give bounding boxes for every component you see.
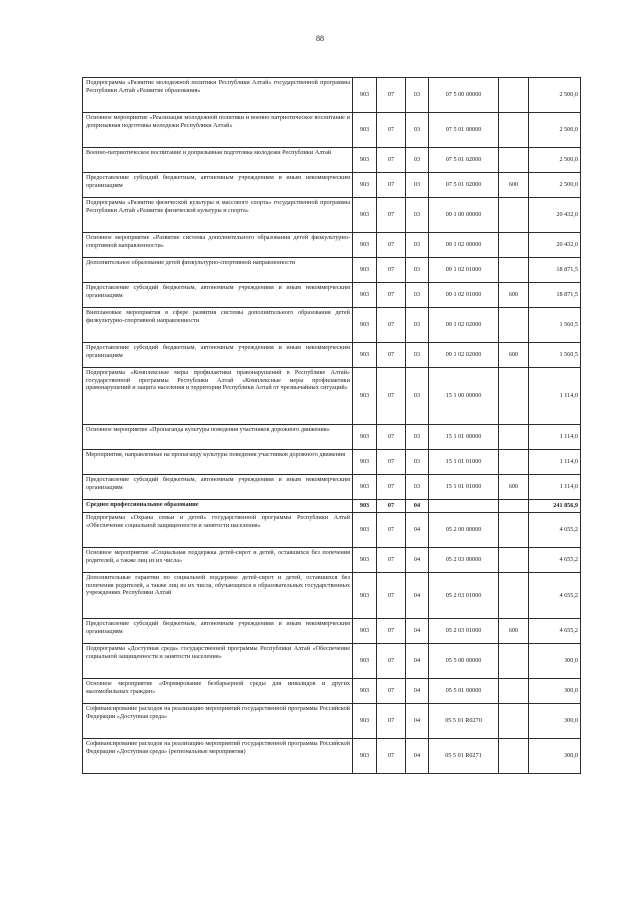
target-article-cell: 05 5 01 00000: [429, 679, 499, 704]
subsection-code-cell: 04: [406, 573, 429, 619]
target-article-cell: 09 1 02 01000: [429, 258, 499, 283]
subsection-code-cell: 03: [406, 283, 429, 308]
expense-name-cell: Подпрограмма «Развитие физической культуры и массового спорта» государственной программы Республики Алтай «Развитие физической культуры и спорта»: [83, 198, 353, 233]
subsection-code-cell: 04: [406, 739, 429, 774]
subsection-code-cell: 03: [406, 475, 429, 500]
amount-cell: 300,0: [529, 704, 581, 739]
amount-cell: 2 500,0: [529, 148, 581, 173]
table-row: [83, 644, 581, 679]
amount-cell: 241 856,9: [529, 500, 581, 513]
subsection-code-cell: 03: [406, 308, 429, 343]
section-code-cell: 07: [377, 644, 406, 679]
target-article-cell: 09 1 02 00000: [429, 233, 499, 258]
target-article-cell: 05 5 01 R0270: [429, 704, 499, 739]
amount-cell: 2 500,0: [529, 173, 581, 198]
expense-type-cell: [499, 308, 529, 343]
section-code-cell: 07: [377, 368, 406, 425]
table-row: [83, 343, 581, 368]
admin-code-cell: 903: [353, 78, 377, 113]
admin-code-cell: 903: [353, 500, 377, 513]
subsection-code-cell: 03: [406, 198, 429, 233]
table-row: [83, 113, 581, 148]
admin-code-cell: 903: [353, 198, 377, 233]
admin-code-cell: 903: [353, 450, 377, 475]
expense-type-cell: [499, 644, 529, 679]
subsection-code-cell: 03: [406, 368, 429, 425]
table-row: [83, 704, 581, 739]
admin-code-cell: 903: [353, 548, 377, 573]
section-code-cell: 07: [377, 739, 406, 774]
amount-cell: 1 114,0: [529, 450, 581, 475]
section-code-cell: 07: [377, 475, 406, 500]
subsection-code-cell: 03: [406, 258, 429, 283]
amount-cell: 20 432,0: [529, 233, 581, 258]
amount-cell: 300,0: [529, 739, 581, 774]
section-code-cell: 07: [377, 548, 406, 573]
expense-type-cell: [499, 548, 529, 573]
amount-cell: 4 655,2: [529, 548, 581, 573]
admin-code-cell: 903: [353, 679, 377, 704]
subsection-code-cell: 03: [406, 343, 429, 368]
section-code-cell: 07: [377, 113, 406, 148]
table-row: [83, 258, 581, 283]
expense-type-cell: 600: [499, 283, 529, 308]
expense-name-cell: Основное мероприятие «Развитие системы дополнительного образования детей физкультурно-спортивной направленности»: [83, 233, 353, 258]
expense-name-cell: Основное мероприятие «Формирование безбарьерной среды для инвалидов и других маломобильных граждан»: [83, 679, 353, 704]
expense-type-cell: 600: [499, 173, 529, 198]
admin-code-cell: 903: [353, 113, 377, 148]
target-article-cell: 05 5 00 00000: [429, 644, 499, 679]
section-code-cell: 07: [377, 500, 406, 513]
target-article-cell: 15 1 01 00000: [429, 425, 499, 450]
expense-type-cell: [499, 500, 529, 513]
subsection-code-cell: 03: [406, 148, 429, 173]
amount-cell: 1 114,0: [529, 425, 581, 450]
amount-cell: 1 560,5: [529, 308, 581, 343]
admin-code-cell: 903: [353, 308, 377, 343]
expense-name-cell: Подпрограмма «Развитие молодежной политики Республики Алтай» государственной программы Республики Алтай «Развитие образования»: [83, 78, 353, 113]
expense-type-cell: 600: [499, 619, 529, 644]
section-code-cell: 07: [377, 198, 406, 233]
table-row: [83, 679, 581, 704]
target-article-cell: 07 5 00 00000: [429, 78, 499, 113]
section-code-cell: 07: [377, 425, 406, 450]
table-row: [83, 425, 581, 450]
section-code-cell: 07: [377, 148, 406, 173]
subsection-code-cell: 03: [406, 233, 429, 258]
expense-type-cell: [499, 704, 529, 739]
table-row: [83, 283, 581, 308]
amount-cell: 4 655,2: [529, 513, 581, 548]
section-code-cell: 07: [377, 78, 406, 113]
table-row: [83, 573, 581, 619]
target-article-cell: 09 1 02 02000: [429, 343, 499, 368]
subsection-code-cell: 03: [406, 113, 429, 148]
expense-type-cell: [499, 513, 529, 548]
target-article-cell: 09 1 00 00000: [429, 198, 499, 233]
page-number: 88: [316, 34, 324, 43]
table-row: [83, 148, 581, 173]
admin-code-cell: 903: [353, 619, 377, 644]
table-row: [83, 308, 581, 343]
table-row: [83, 513, 581, 548]
section-code-cell: 07: [377, 343, 406, 368]
expense-type-cell: [499, 573, 529, 619]
expense-type-cell: [499, 368, 529, 425]
table-row: [83, 500, 581, 513]
expense-name-cell: Софинансирование расходов на реализацию мероприятий государственной программы Российской Федерации «Доступная среда»: [83, 704, 353, 739]
table-row: [83, 475, 581, 500]
subsection-code-cell: 04: [406, 619, 429, 644]
section-code-cell: 07: [377, 258, 406, 283]
table-row: [83, 233, 581, 258]
expense-type-cell: [499, 425, 529, 450]
expense-name-cell: Основное мероприятие «Пропаганда культуры поведения участников дорожного движения»: [83, 425, 353, 450]
target-article-cell: 15 1 00 00000: [429, 368, 499, 425]
admin-code-cell: 903: [353, 739, 377, 774]
subsection-code-cell: 04: [406, 704, 429, 739]
admin-code-cell: 903: [353, 283, 377, 308]
target-article-cell: 05 2 03 00000: [429, 548, 499, 573]
expense-name-cell: Основное мероприятие «Социальная поддержка детей-сирот и детей, оставшихся без попечения родителей, а также лиц из их числа»: [83, 548, 353, 573]
target-article-cell: 09 1 02 02000: [429, 308, 499, 343]
subsection-code-cell: 04: [406, 644, 429, 679]
expense-type-cell: [499, 78, 529, 113]
admin-code-cell: 903: [353, 173, 377, 198]
section-code-cell: 07: [377, 308, 406, 343]
target-article-cell: 05 2 00 00000: [429, 513, 499, 548]
section-code-cell: 07: [377, 233, 406, 258]
expense-name-cell: Внеплановые мероприятия в сфере развития системы дополнительного образования детей физкультурно-спортивной направленности: [83, 308, 353, 343]
section-code-cell: 07: [377, 679, 406, 704]
expense-name-cell: Предоставление субсидий бюджетным, автономным учреждениям и иным некоммерческим организациям: [83, 283, 353, 308]
subsection-code-cell: 03: [406, 425, 429, 450]
target-article-cell: 05 2 03 01000: [429, 619, 499, 644]
amount-cell: 300,0: [529, 679, 581, 704]
section-code-cell: 07: [377, 283, 406, 308]
expense-name-cell: Дополнительные гарантии по социальной поддержке детей-сирот и детей, оставшихся без попечения родителей, а также лиц из их числа, обучающихся в образовательных государственных учреждениях Республики Алтай: [83, 573, 353, 619]
expense-name-cell: Предоставление субсидий бюджетным, автономным учреждениям и иным некоммерческим организациям: [83, 475, 353, 500]
amount-cell: 1 114,0: [529, 475, 581, 500]
admin-code-cell: 903: [353, 425, 377, 450]
target-article-cell: 05 2 03 01000: [429, 573, 499, 619]
expense-name-cell: Софинансирование расходов на реализацию мероприятий государственной программы Российской Федерации «Доступная среда» (региональные мероприятия): [83, 739, 353, 774]
expense-name-cell: Подпрограмма «Доступная среда» государственной программы Республики Алтай «Обеспечение социальной защищенности и занятости населения»: [83, 644, 353, 679]
amount-cell: 2 500,0: [529, 78, 581, 113]
expense-type-cell: 600: [499, 343, 529, 368]
expense-name-cell: Дополнительное образование детей физкультурно-спортивной направленности: [83, 258, 353, 283]
admin-code-cell: 903: [353, 148, 377, 173]
subsection-code-cell: 03: [406, 78, 429, 113]
table-row: [83, 368, 581, 425]
expense-name-cell: Основное мероприятие «Реализация молодежной политики и военно патриотическое воспитание и допризывная подготовка молодежи Республики Алтай»: [83, 113, 353, 148]
expense-name-cell: Военно-патриотическое воспитание и допризывная подготовка молодежи Республики Алтай: [83, 148, 353, 173]
section-code-cell: 07: [377, 619, 406, 644]
amount-cell: 4 655,2: [529, 573, 581, 619]
budget-table: [82, 77, 581, 774]
expense-type-cell: 600: [499, 475, 529, 500]
target-article-cell: 09 1 02 01000: [429, 283, 499, 308]
expense-name-cell: Подпрограмма «Комплексные меры профилактики правонарушений в Республике Алтай» государственной программы Республики Алтай «Комплексные меры профилактики правонарушений и защита населения и территории Республики Алтай от чрезвычайных ситуаций»: [83, 368, 353, 425]
admin-code-cell: 903: [353, 258, 377, 283]
expense-name-cell: Предоставление субсидий бюджетным, автономным учреждениям и иным некоммерческим организациям: [83, 173, 353, 198]
admin-code-cell: 903: [353, 704, 377, 739]
expense-type-cell: [499, 739, 529, 774]
section-code-cell: 07: [377, 513, 406, 548]
target-article-cell: 07 5 01 00000: [429, 113, 499, 148]
section-code-cell: 07: [377, 573, 406, 619]
amount-cell: 300,0: [529, 644, 581, 679]
amount-cell: 4 655,2: [529, 619, 581, 644]
expense-name-cell: Подпрограмма «Охрана семьи и детей» государственной программы Республики Алтай «Обеспечение социальной защищенности и занятости населения»: [83, 513, 353, 548]
expense-name-cell: Среднее профессиональное образование: [83, 500, 353, 513]
expense-type-cell: [499, 450, 529, 475]
subsection-code-cell: 04: [406, 500, 429, 513]
subsection-code-cell: 03: [406, 173, 429, 198]
subsection-code-cell: 04: [406, 548, 429, 573]
admin-code-cell: 903: [353, 644, 377, 679]
admin-code-cell: 903: [353, 573, 377, 619]
expense-type-cell: [499, 148, 529, 173]
amount-cell: 2 500,0: [529, 113, 581, 148]
table-row: [83, 548, 581, 573]
target-article-cell: 07 5 01 02000: [429, 148, 499, 173]
section-code-cell: 07: [377, 704, 406, 739]
admin-code-cell: 903: [353, 475, 377, 500]
admin-code-cell: 903: [353, 513, 377, 548]
subsection-code-cell: 04: [406, 679, 429, 704]
expense-name-cell: Предоставление субсидий бюджетным, автономным учреждениям и иным некоммерческим организациям: [83, 619, 353, 644]
target-article-cell: 15 1 01 01000: [429, 475, 499, 500]
section-code-cell: 07: [377, 173, 406, 198]
admin-code-cell: 903: [353, 233, 377, 258]
expense-type-cell: [499, 258, 529, 283]
target-article-cell: 05 5 01 R0271: [429, 739, 499, 774]
subsection-code-cell: 03: [406, 450, 429, 475]
amount-cell: 18 871,5: [529, 258, 581, 283]
target-article-cell: [429, 500, 499, 513]
expense-type-cell: [499, 233, 529, 258]
expense-type-cell: [499, 679, 529, 704]
amount-cell: 1 114,0: [529, 368, 581, 425]
table-row: [83, 450, 581, 475]
expense-type-cell: [499, 113, 529, 148]
table-row: [83, 78, 581, 113]
table-row: [83, 619, 581, 644]
table-row: [83, 739, 581, 774]
subsection-code-cell: 04: [406, 513, 429, 548]
amount-cell: 18 871,5: [529, 283, 581, 308]
admin-code-cell: 903: [353, 343, 377, 368]
table-row: [83, 198, 581, 233]
amount-cell: 1 560,5: [529, 343, 581, 368]
expense-name-cell: Мероприятия, направленные на пропаганду культуры поведения участников дорожного движения: [83, 450, 353, 475]
table-row: [83, 173, 581, 198]
expense-name-cell: Предоставление субсидий бюджетным, автономным учреждениям и иным некоммерческим организациям: [83, 343, 353, 368]
amount-cell: 20 432,0: [529, 198, 581, 233]
section-code-cell: 07: [377, 450, 406, 475]
target-article-cell: 15 1 01 01000: [429, 450, 499, 475]
admin-code-cell: 903: [353, 368, 377, 425]
budget-table-body: [83, 78, 581, 774]
target-article-cell: 07 5 01 02000: [429, 173, 499, 198]
expense-type-cell: [499, 198, 529, 233]
